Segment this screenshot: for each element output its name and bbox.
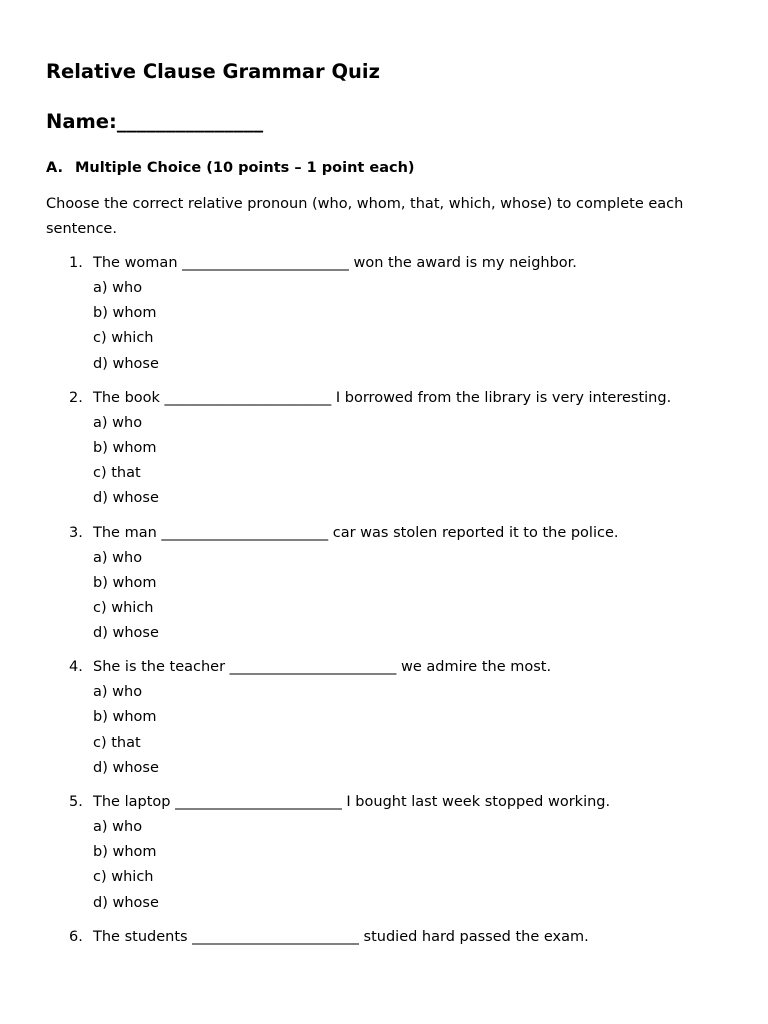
option-c: c) which xyxy=(93,330,154,347)
option-a: a) who xyxy=(93,549,143,566)
question-4 xyxy=(0,655,768,781)
option-c: c) that xyxy=(93,734,141,751)
option-d: d) whose xyxy=(93,759,159,776)
question-1 xyxy=(0,251,768,377)
section-title: Multiple Choice (10 points – 1 point each) xyxy=(75,160,415,176)
question-stem xyxy=(0,655,768,680)
page-title: Relative Clause Grammar Quiz xyxy=(46,60,380,83)
name-field-label: Name:_______________ xyxy=(46,110,264,133)
option-list xyxy=(0,276,768,377)
option-d: d) whose xyxy=(93,894,159,911)
option-list xyxy=(0,815,768,916)
option-list xyxy=(0,411,768,512)
question-3 xyxy=(0,521,768,647)
option-b: b) whom xyxy=(93,305,157,322)
question-number: 1. xyxy=(69,255,83,271)
option-a: a) who xyxy=(93,684,143,701)
question-text: The man _______________________ car was stolen reported it to the police. xyxy=(93,524,619,541)
option-d: d) whose xyxy=(93,355,159,372)
option-c: c) which xyxy=(93,869,154,886)
option-list xyxy=(0,546,768,647)
option-c: c) which xyxy=(93,599,154,616)
option-list xyxy=(0,680,768,781)
question-number: 5. xyxy=(69,794,83,810)
question-stem xyxy=(0,251,768,276)
option-a: a) who xyxy=(93,414,143,431)
question-stem xyxy=(0,790,768,815)
option-d: d) whose xyxy=(93,490,159,507)
question-text: She is the teacher _______________________ we admire the most. xyxy=(93,659,552,676)
question-text: The book _______________________ I borrowed from the library is very interesting. xyxy=(93,389,672,406)
question-number: 3. xyxy=(69,524,83,541)
question-6 xyxy=(0,925,768,950)
question-stem xyxy=(0,521,768,546)
question-stem xyxy=(0,925,768,950)
question-text: The woman _______________________ won the award is my neighbor. xyxy=(93,255,577,271)
question-stem xyxy=(0,386,768,411)
section-letter: A. xyxy=(46,160,63,176)
question-2 xyxy=(0,386,768,512)
option-a: a) who xyxy=(93,819,143,835)
question-list xyxy=(0,251,768,959)
option-b: b) whom xyxy=(93,709,157,726)
question-number: 2. xyxy=(69,389,83,406)
option-a: a) who xyxy=(93,280,143,296)
question-text: The laptop _______________________ I bought last week stopped working. xyxy=(93,794,611,810)
question-text: The students _______________________ studied hard passed the exam. xyxy=(93,928,589,945)
option-c: c) that xyxy=(93,465,141,482)
option-b: b) whom xyxy=(93,574,157,591)
question-number: 6. xyxy=(69,928,83,945)
question-number: 4. xyxy=(69,659,83,676)
section-heading xyxy=(46,160,415,176)
section-instructions: Choose the correct relative pronoun (who, whom, that, which, whose) to complete each sentence. xyxy=(46,196,684,237)
option-b: b) whom xyxy=(93,844,157,861)
option-d: d) whose xyxy=(93,625,159,642)
question-5 xyxy=(0,790,768,916)
option-b: b) whom xyxy=(93,439,157,456)
